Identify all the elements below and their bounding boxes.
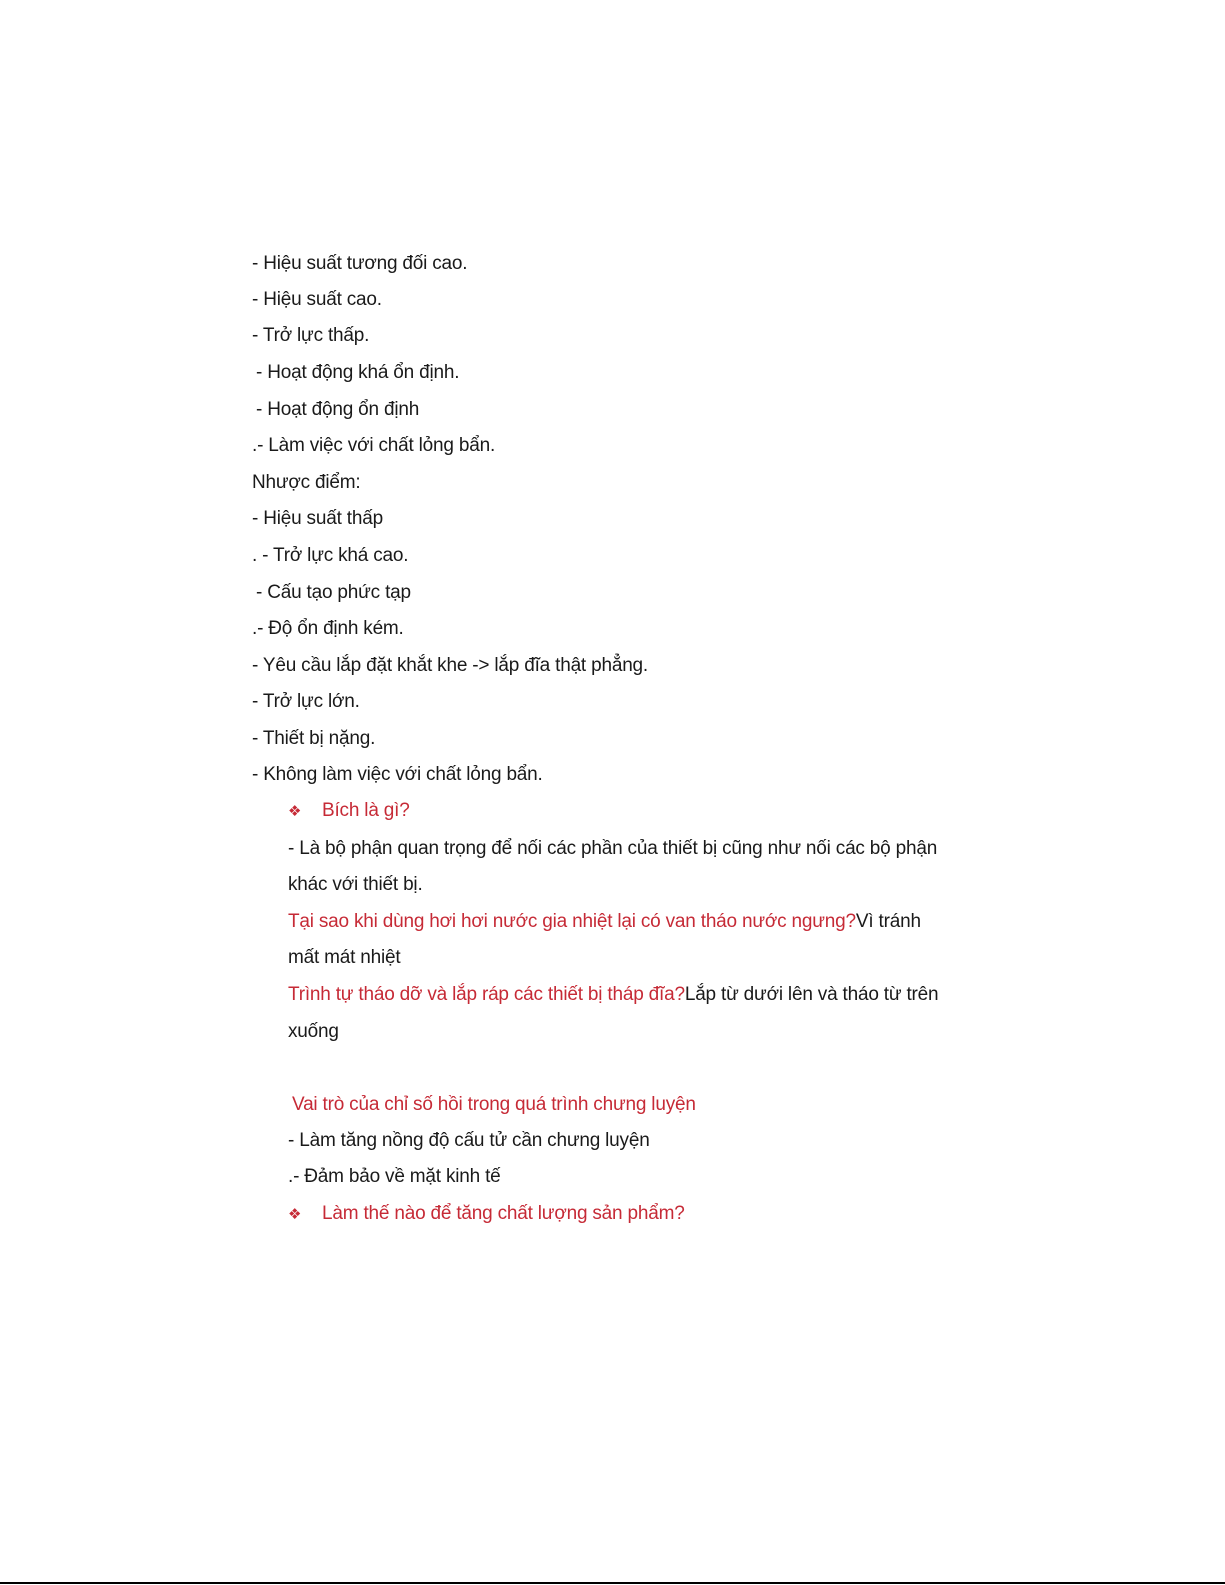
assembly-qa: [288, 983, 938, 1007]
disadvantage-item: . - Trở lực khá cao.: [252, 545, 409, 566]
assembly-answer: Lắp từ dưới lên và tháo từ trên: [684, 984, 939, 1005]
disadvantage-item: - Cấu tạo phức tạp: [256, 582, 411, 603]
disadvantages-heading: Nhược điểm:: [252, 472, 361, 493]
disadvantage-item: - Trở lực lớn.: [252, 691, 360, 712]
disadvantage-item: - Không làm việc với chất lỏng bẩn.: [252, 764, 543, 785]
steam-valve-answer-cont: mất mát nhiệt: [288, 947, 401, 968]
diamond-bullet-icon: ❖: [288, 803, 302, 820]
diamond-bullet-icon: ❖: [288, 1206, 302, 1223]
flange-question-text: Bích là gì?: [322, 800, 410, 821]
disadvantage-item: .- Độ ổn định kém.: [252, 618, 404, 639]
assembly-question: Trình tự tháo dỡ và lắp ráp các thiết bị tháp đĩa?: [288, 984, 685, 1005]
advantage-item: - Hiệu suất tương đối cao.: [252, 253, 468, 274]
advantage-item: - Hoạt động khá ổn định.: [256, 362, 460, 383]
flange-answer-line1: - Là bộ phận quan trọng để nối các phần của thiết bị cũng như nối các bộ phận: [288, 838, 938, 859]
steam-valve-qa: [288, 910, 921, 934]
disadvantage-item: - Yêu cầu lắp đặt khắt khe -> lắp đĩa thật phẳng.: [252, 655, 649, 676]
disadvantage-item: - Thiết bị nặng.: [252, 728, 376, 749]
assembly-answer-cont: xuống: [288, 1021, 339, 1042]
advantage-item: - Trở lực thấp.: [252, 325, 370, 346]
steam-valve-answer: Vì tránh: [855, 911, 921, 932]
steam-valve-question: Tại sao khi dùng hơi hơi nước gia nhiệt lại có van tháo nước ngưng?: [288, 911, 856, 932]
disadvantage-item: - Hiệu suất thấp: [252, 508, 383, 529]
reflux-answer: - Làm tăng nồng độ cấu tử cần chưng luyện: [288, 1130, 650, 1151]
flange-question: [288, 799, 410, 824]
quality-question-text: Làm thế nào để tăng chất lượng sản phẩm?: [322, 1203, 685, 1224]
page-bottom-divider: [0, 1582, 1225, 1584]
advantage-item: .- Làm việc với chất lỏng bẩn.: [252, 435, 496, 456]
advantage-item: - Hiệu suất cao.: [252, 289, 382, 310]
quality-question: [288, 1202, 685, 1227]
flange-answer-line2: khác với thiết bị.: [288, 874, 423, 895]
reflux-answer: .- Đảm bảo về mặt kinh tế: [288, 1166, 501, 1187]
advantage-item: - Hoạt động ổn định: [256, 399, 420, 420]
reflux-question: Vai trò của chỉ số hồi trong quá trình chưng luyện: [292, 1094, 696, 1115]
